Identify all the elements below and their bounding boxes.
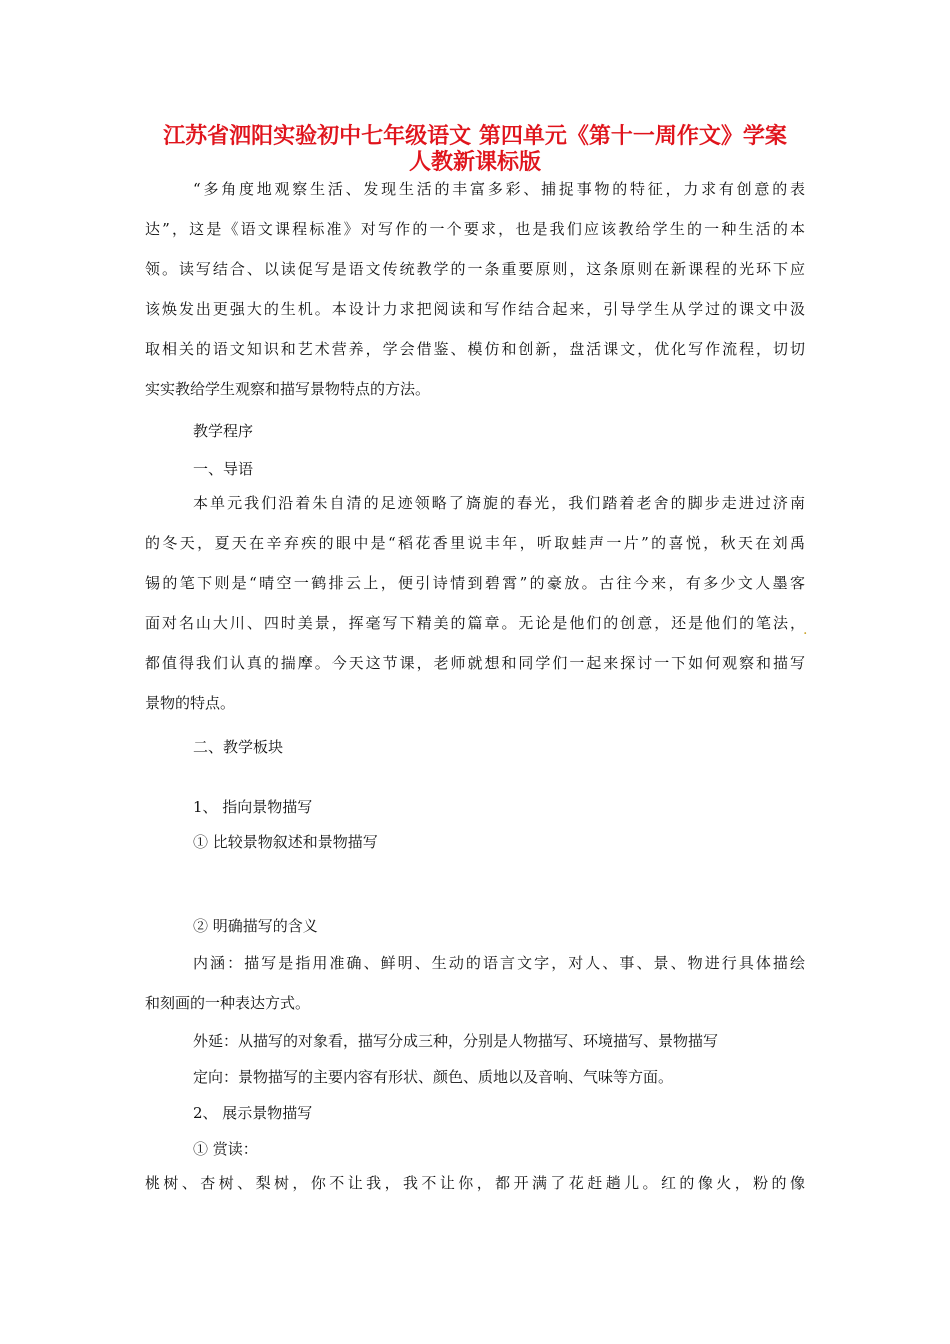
orientation-line: 定向：景物描写的主要内容有形状、颜色、质地以及音响、气味等方面。 [193, 1068, 674, 1086]
intro-line: “多角度地观察生活、发现生活的丰富多彩、捕捉事物的特征，力求有创意的表 [193, 180, 805, 198]
item-1-heading: 1、 指向景物描写 [193, 798, 313, 816]
excerpt-line: 桃树、杏树、梨树，你不让我，我不让你，都开满了花赶趟儿。红的像火，粉的像 [145, 1174, 805, 1192]
item-2-heading: 2、 展示景物描写 [193, 1104, 313, 1122]
item-1-sub-2: ② 明确描写的含义 [193, 917, 318, 935]
body-line: 锡的笔下则是“晴空一鹤排云上，便引诗情到碧霄”的豪放。古往今来，有多少文人墨客 [145, 574, 805, 592]
extension-line: 外延：从描写的对象看，描写分成三种，分别是人物描写、环境描写、景物描写 [193, 1032, 719, 1050]
body-line: 都值得我们认真的揣摩。今天这节课，老师就想和同学们一起来探讨一下如何观察和描写 [145, 654, 805, 672]
intro-line: 领。读写结合、以读促写是语文传统教学的一条重要原则，这条原则在新课程的光环下应 [145, 260, 805, 278]
title-line-1: 江苏省泗阳实验初中七年级语文 第四单元《第十一周作文》学案 [163, 124, 787, 149]
intro-line: 达”，这是《语文课程标准》对写作的一个要求，也是我们应该教给学生的一种生活的本 [145, 220, 805, 238]
section-2-heading: 二、教学板块 [193, 738, 284, 756]
body-line: 本单元我们沿着朱自清的足迹领略了旖旎的春光，我们踏着老舍的脚步走进过济南 [193, 494, 805, 512]
section-1-heading: 一、导语 [193, 460, 254, 478]
intro-line: 该焕发出更强大的生机。本设计力求把阅读和写作结合起来，引导学生从学过的课文中汲 [145, 300, 805, 318]
title-line-2: 人教新课标版 [408, 150, 541, 175]
stray-mark: . [803, 622, 808, 638]
connotation-line: 和刻画的一种表达方式。 [145, 994, 311, 1012]
intro-line: 实实教给学生观察和描写景物特点的方法。 [145, 380, 431, 398]
body-line: 的冬天，夏天在辛弃疾的眼中是“稻花香里说丰年，听取蛙声一片”的喜悦，秋天在刘禹 [145, 534, 805, 552]
procedure-heading: 教学程序 [193, 422, 254, 440]
body-line: 景物的特点。 [145, 694, 236, 712]
intro-line: 取相关的语文知识和艺术营养，学会借鉴、模仿和创新，盘活课文，优化写作流程，切切 [145, 340, 805, 358]
connotation-line: 内涵：描写是指用准确、鲜明、生动的语言文字，对人、事、景、物进行具体描绘 [193, 954, 805, 972]
item-1-sub-1: ① 比较景物叙述和景物描写 [193, 833, 378, 851]
item-2-sub-1: ① 赏读： [193, 1140, 258, 1158]
body-line: 面对名山大川、四时美景，挥毫写下精美的篇章。无论是他们的创意，还是他们的笔法， [145, 614, 805, 632]
